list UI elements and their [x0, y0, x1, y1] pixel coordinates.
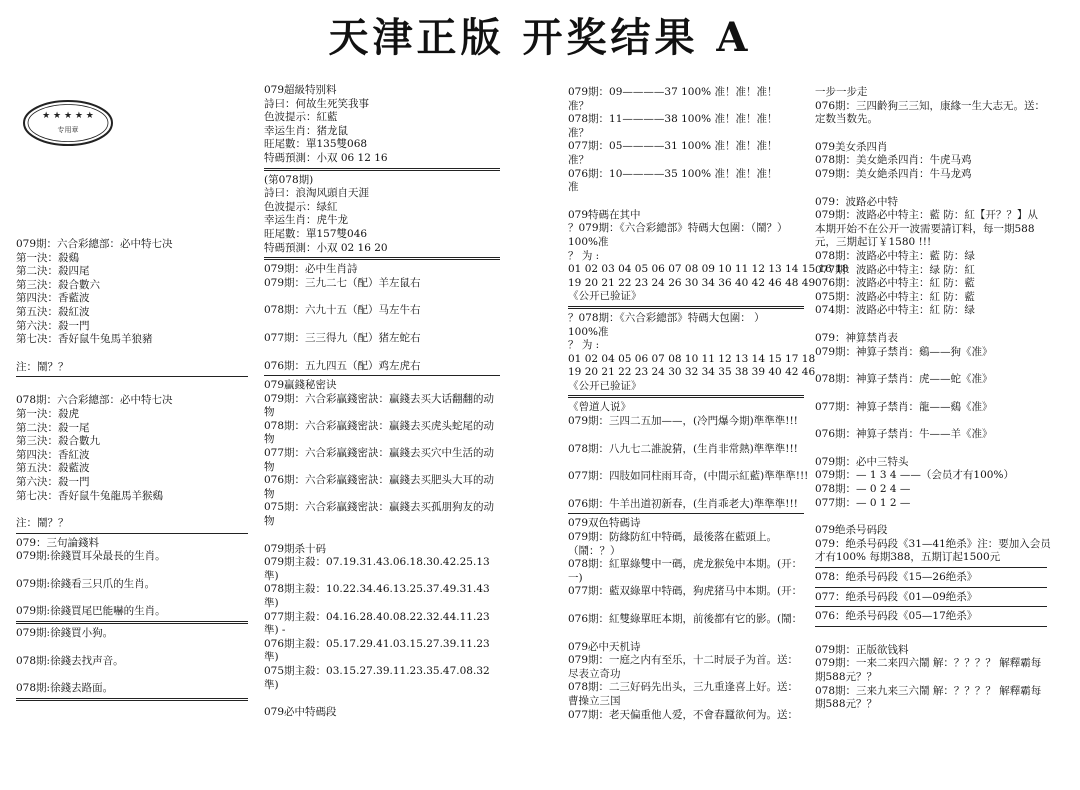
text-line: 079：三句論錢料	[16, 536, 100, 549]
divider-line	[815, 587, 1047, 588]
double-divider-line	[264, 168, 500, 171]
spacer	[815, 359, 1047, 373]
text-line: 079期：波路必中特主：藍 防：紅【开？？】从	[815, 209, 1038, 222]
svg-text:专用章: 专用章	[57, 126, 79, 134]
text-line: 01 02 04 05 06 07 08 10 11 12 13 14 15 17 18	[568, 352, 816, 365]
text-line: 079特碼在其中	[568, 208, 641, 221]
text-line: 077期：三三得九（配）猪左蛇右	[264, 331, 421, 344]
text-line: 075期：六合彩贏錢密訣：贏錢去买孤朋狗友的动	[264, 501, 495, 514]
text-line: 第四決：香藍波	[16, 292, 90, 305]
divider-line	[16, 533, 248, 534]
text-line: 準)	[264, 569, 279, 582]
text-line: 079期：神算子禁肖：鷄——狗《准》	[815, 345, 993, 358]
text-line: 077期：四肢如同柱雨耳奇，(中間示紅藍)準準準!!!	[568, 470, 809, 483]
divider-line	[16, 376, 248, 377]
text-line: 079期：六合彩總部：必中特七决	[16, 238, 173, 250]
text-line: 076期：牛羊出道初新春，(生肖乖老大)準準準!!!	[568, 497, 798, 510]
text-line: 第五決：殺藍波	[16, 462, 90, 475]
spacer	[815, 630, 1047, 644]
text-line: 物	[264, 515, 275, 528]
text-line: 077期：神算子禁肖：龍——鷄《准》	[815, 400, 993, 413]
text-line: 076期：紅雙綠單旺本期，前後都有它的影。(鬧：	[568, 613, 803, 625]
spacer	[264, 318, 500, 332]
divider-line	[815, 606, 1047, 607]
text-line: 079期：三九二七（配）羊左鼠右	[264, 276, 421, 289]
double-divider-line	[16, 698, 248, 701]
text-line: 色波提示：绿紅	[264, 200, 338, 213]
text-line: 色波提示：紅藍	[264, 111, 338, 124]
text-line: 078期:徐錢去找声音。	[16, 654, 124, 667]
text-line: 077期：老天偏重他人爱，不會春蠶欲何为。送：	[568, 708, 799, 721]
text-line: 第四決：香紅波	[16, 448, 90, 461]
text-line: 078期：六合彩總部：必中特七决	[16, 394, 173, 407]
text-line: 《公开已验证》	[568, 379, 642, 392]
text-line: 第七决：香好鼠牛兔馬羊狼豬	[16, 333, 153, 346]
column-1-predictions	[16, 238, 248, 704]
text-line: 079期：— 1 3 4 ——（会员才有100%）	[815, 469, 1014, 482]
spacer	[264, 529, 500, 543]
spacer	[264, 692, 500, 706]
text-line: 078期：波路必中特主：藍 防：绿	[815, 249, 975, 262]
text-line: 准	[568, 181, 579, 194]
text-line: 079：绝杀号码段《31—41绝杀》注：要加入会员	[815, 537, 1051, 550]
spacer	[815, 414, 1047, 428]
text-line: 准？	[568, 153, 589, 166]
spacer	[815, 510, 1047, 524]
text-line: 注：鬧？？	[16, 360, 69, 373]
text-line: 第六決：殺一門	[16, 319, 90, 332]
text-line: 078期：二三好码先出头，三九重逢喜上好。送：	[568, 681, 799, 694]
text-line: 076期：波路必中特主：紅 防：藍	[815, 277, 975, 290]
text-line: 079期：必中三特头	[815, 455, 909, 468]
text-line: 詩曰：浪淘风頭自天涯	[264, 187, 369, 200]
text-line: 077：绝杀号码段《01—09绝杀》	[815, 590, 978, 603]
text-line: 定数当数先。	[815, 113, 878, 126]
column-4-predictions	[815, 86, 1051, 712]
text-line: 一)	[568, 571, 583, 584]
text-line: 077期：藍双綠單中特碼，狗虎猪马中本期。(开：	[568, 585, 803, 598]
double-divider-line	[568, 306, 804, 309]
text-line: 准？	[568, 99, 589, 112]
spacer	[815, 442, 1047, 456]
text-line: 第三決：殺合數六	[16, 278, 100, 291]
text-line: 一步一步走	[815, 86, 868, 98]
text-line: 075期主殺：03.15.27.39.11.23.35.47.08.32	[264, 664, 490, 677]
text-line: 第二決：殺四尾	[16, 265, 90, 278]
spacer	[16, 347, 248, 361]
text-line: 077期：— 0 1 2 —	[815, 496, 911, 509]
text-line: ？ 为 :	[568, 339, 600, 352]
svg-text:★ ★ ★ ★ ★: ★ ★ ★ ★ ★	[42, 111, 94, 121]
text-line: 079期：三四二五加——，(冷門爆今期)準準準!!!	[568, 415, 798, 428]
divider-line	[815, 567, 1047, 568]
text-line: 準)	[264, 678, 279, 691]
text-line: 078期：— 0 2 4 —	[815, 483, 911, 496]
text-line: 第六決：殺一門	[16, 475, 90, 488]
text-line: 第七决：香好鼠牛兔龍馬羊猴鷄	[16, 489, 163, 502]
text-line: 物	[264, 487, 275, 500]
text-line: 079绝杀号码段	[815, 524, 888, 537]
text-line: 079期:徐錢看三只爪的生肖。	[16, 577, 156, 590]
spacer	[815, 387, 1047, 401]
text-line: 078期：八九七二誰說猜，(生肖非常熱)準準準!!!	[568, 442, 798, 455]
spacer	[815, 127, 1047, 141]
double-divider-line	[264, 257, 500, 260]
text-line: 079期：六合彩贏錢密訣：贏錢去买大话翻翻的动	[264, 392, 495, 405]
text-line: 19 20 21 22 23 24 30 32 34 35 38 39 40 42 46	[568, 366, 816, 379]
text-line: 079期:徐錢買耳朵最長的生肖。	[16, 550, 166, 563]
text-line: 079期：09————37 100% 准！准！准！	[568, 86, 778, 98]
text-line: 準) -	[264, 624, 286, 637]
double-divider-line	[16, 621, 248, 624]
spacer	[815, 318, 1047, 332]
text-line: ？ 为 :	[568, 249, 600, 262]
text-line: 特碼預測：小双 02 16 20	[264, 241, 388, 254]
text-line: 079必中特碼段	[264, 706, 337, 719]
text-line: (第078期)	[264, 173, 314, 186]
text-line: 幸运生肖：猪龙鼠	[264, 124, 348, 137]
text-line: 旺尾數：單135雙068	[264, 138, 368, 151]
text-line: 第一決：殺虎	[16, 407, 79, 420]
text-line: 特碼預測：小双 06 12 16	[264, 151, 388, 164]
text-line: 079期:徐錢買小狗。	[16, 627, 114, 640]
text-line: （鬧：？）	[568, 544, 621, 557]
spacer	[264, 346, 500, 360]
text-line: 第三決：殺合數九	[16, 435, 100, 448]
spacer	[815, 182, 1047, 196]
page-title: 天津正版 开奖结果 A	[328, 14, 752, 61]
spacer	[568, 599, 804, 613]
text-line: 尽表立奇功	[568, 667, 621, 680]
text-line: 079期：美女絶杀四肖：牛马龙鸡	[815, 167, 972, 180]
text-line: 078期：三来九来三六鬧 解：？？？？ 解釋霸每	[815, 684, 1042, 697]
text-line: 077期：05————31 100% 准！准！准！	[568, 140, 778, 153]
text-line: 078期：神算子禁肖：虎——蛇《准》	[815, 373, 993, 386]
text-line: 《公开已验证》	[568, 290, 642, 303]
spacer	[16, 564, 248, 578]
spacer	[16, 641, 248, 655]
text-line: 准？	[568, 126, 589, 139]
text-line: 079期：必中生肖詩	[264, 263, 358, 276]
text-line: 079：波路必中特	[815, 195, 899, 208]
text-line: 曹操立三国	[568, 694, 621, 707]
text-line: 076期：五九四五（配）鸡左虎右	[264, 359, 421, 372]
text-line: 詩曰：何故生死笑我事	[264, 97, 369, 110]
text-line: 077期主殺：04.16.28.40.08.22.32.44.11.23	[264, 610, 490, 623]
divider-line	[815, 626, 1047, 627]
text-line: 077期：波路必中特主：绿 防：紅	[815, 263, 975, 276]
spacer	[16, 668, 248, 682]
spacer	[568, 627, 804, 641]
text-line: 079：神算禁肖表	[815, 331, 899, 344]
text-line: 《曾道人说》	[568, 401, 631, 414]
text-line: 078期：六九十五（配）马左牛右	[264, 304, 421, 317]
spacer	[568, 456, 804, 470]
text-line: 079期：防緣防紅中特碼，最後落在藍頭上。	[568, 531, 778, 544]
text-line: 078期：美女絶杀四肖：牛虎马鸡	[815, 154, 972, 167]
divider-line	[264, 375, 500, 376]
spacer	[568, 195, 804, 209]
text-line: 準)	[264, 651, 279, 664]
text-line: 079期：一庭之内有至乐，十二时辰子为首。送：	[568, 654, 799, 667]
text-line: 物	[264, 406, 275, 419]
spacer	[264, 290, 500, 304]
text-line: 078：绝杀号码段《15—26绝杀》	[815, 571, 978, 584]
text-line: 079期杀十码	[264, 542, 327, 555]
text-line: 第五決：殺紅波	[16, 305, 90, 318]
text-line: 076期：三四齡狗三三知，康緣一生大志无。送：	[815, 99, 1046, 112]
text-line: 期588元？？	[815, 671, 878, 683]
text-line: 078期：紅單綠雙中一碼，虎龙猴兔中本期。(开：	[568, 558, 803, 571]
text-line: 075期：波路必中特主：紅 防：藍	[815, 290, 975, 303]
text-line: 幸运生肖：虎牛龙	[264, 214, 348, 227]
text-line: 100%准	[568, 325, 609, 338]
spacer	[16, 380, 248, 394]
text-line: 元，三期起订￥1580 !!!	[815, 236, 932, 249]
text-line: 079期：一来二来四六鬧 解：？？？？ 解釋霸每	[815, 657, 1042, 670]
double-divider-line	[568, 395, 804, 398]
text-line: 100%准	[568, 235, 609, 248]
text-line: 079双色特碼诗	[568, 517, 641, 530]
text-line: 078期：六合彩贏錢密訣：贏錢去买虎头蛇尾的动	[264, 419, 495, 432]
text-line: 076：绝杀号码段《05—17绝杀》	[815, 610, 978, 623]
text-line: 01 02 03 04 05 06 07 08 09 10 11 12 13 14 15 16 18	[568, 263, 849, 276]
text-line: 才有100% 每期388，五期订起1500元	[815, 551, 1001, 564]
text-line: ？078期：《六合彩總部》特碼大包圍： ）	[568, 311, 765, 324]
text-line: 078期主殺：10.22.34.46.13.25.37.49.31.43	[264, 583, 490, 596]
text-line: 079期:徐錢買尾巴能嚇的生肖。	[16, 605, 166, 618]
text-line: 079贏錢秘密诀	[264, 379, 337, 392]
spacer	[568, 429, 804, 443]
text-line: 期588元？？	[815, 698, 878, 711]
text-line: 物	[264, 433, 275, 446]
text-line: 077期：六合彩贏錢密訣：贏錢去买穴中生活的动	[264, 447, 495, 460]
column-2-predictions	[264, 84, 500, 720]
spacer	[16, 591, 248, 605]
divider-line	[568, 513, 804, 514]
text-line: 076期：六合彩贏錢密訣：贏錢去买肥头大耳的动	[264, 474, 495, 487]
seal-stamp	[22, 98, 114, 148]
text-line: 076期：神算子禁肖：牛——羊《准》	[815, 428, 993, 441]
text-line: 074期：波路必中特主：紅 防：绿	[815, 304, 975, 317]
text-line: ？079期：《六合彩總部》特碼大包圍：（鬧？）	[568, 222, 788, 235]
text-line: 注：鬧？？	[16, 517, 69, 530]
text-line: 076期主殺：05.17.29.41.03.15.27.39.11.23	[264, 637, 490, 650]
text-line: 078期:徐錢去路面。	[16, 682, 114, 695]
text-line: 旺尾數：單157雙046	[264, 227, 368, 240]
text-line: 第二決：殺一尾	[16, 421, 90, 434]
text-line: 078期：11————38 100% 准！准！准！	[568, 113, 778, 126]
text-line: 079期：正版欲钱料	[815, 643, 909, 656]
text-line: 076期：10————35 100% 准！准！准！	[568, 167, 778, 180]
text-line: 本期开始不在公开一波需要請订料，每一期588	[815, 222, 1035, 235]
text-line: 079超級特别料	[264, 84, 337, 96]
text-line: 19 20 21 22 23 24 26 30 34 36 40 42 46 48 49	[568, 276, 816, 289]
text-line: 物	[264, 460, 275, 473]
text-line: 079美女杀四肖	[815, 140, 888, 153]
text-line: 079期主殺：07.19.31.43.06.18.30.42.25.13	[264, 556, 490, 569]
text-line: 079必中天机诗	[568, 640, 641, 653]
spacer	[16, 503, 248, 517]
text-line: 第一決：殺鷄	[16, 251, 79, 264]
spacer	[568, 484, 804, 498]
text-line: 準)	[264, 597, 279, 609]
